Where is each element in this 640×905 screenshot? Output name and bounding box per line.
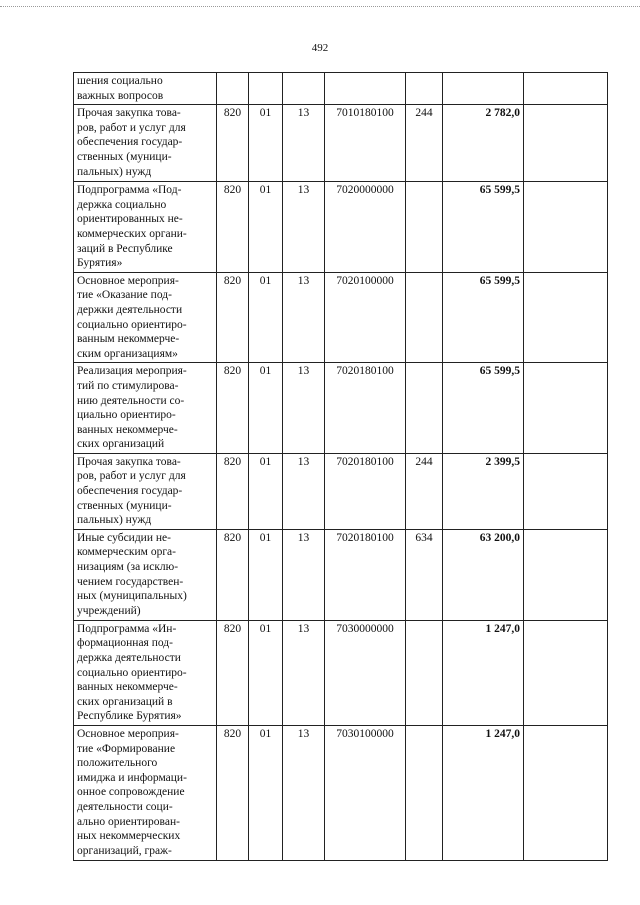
vr-cell: 634 (406, 529, 443, 620)
amount-cell: 65 599,5 (443, 363, 524, 454)
amount-cell (443, 73, 524, 105)
row-name: Основное мероприя- тие «Оказание под- держки деятельности социально ориентиро- ванным некоммерче- ским организациям» (74, 272, 217, 363)
amount-cell: 2 782,0 (443, 105, 524, 182)
table-row (74, 529, 608, 620)
amount-cell: 65 599,5 (443, 272, 524, 363)
extra-cell (524, 620, 608, 725)
ved-cell: 820 (217, 453, 249, 529)
rz-cell (249, 73, 283, 105)
rz-cell: 01 (249, 363, 283, 454)
table-row (74, 363, 608, 454)
extra-cell (524, 73, 608, 105)
amount-cell: 63 200,0 (443, 529, 524, 620)
pr-cell: 13 (283, 105, 325, 182)
row-name: Подпрограмма «Под- держка социально ориентированных не- коммерческих органи- заций в Республике Бурятия» (74, 182, 217, 273)
extra-cell (524, 726, 608, 861)
row-name: Иные субсидии не- коммерческим орга- низациям (за исклю- чением государствен- ных (муниципальных) учреждений) (74, 529, 217, 620)
table-row (74, 453, 608, 529)
pr-cell (283, 73, 325, 105)
rz-cell: 01 (249, 182, 283, 273)
csr-cell: 7020180100 (325, 529, 406, 620)
row-name: Основное мероприя- тие «Формирование положительного имиджа и информаци- онное сопровождение деятельности соци- ально ориентирован- ных некоммерческих организаций, граж- (74, 726, 217, 861)
vr-cell (406, 363, 443, 454)
extra-cell (524, 105, 608, 182)
vr-cell (406, 272, 443, 363)
pr-cell: 13 (283, 529, 325, 620)
csr-cell (325, 73, 406, 105)
ved-cell: 820 (217, 620, 249, 725)
amount-cell: 65 599,5 (443, 182, 524, 273)
rz-cell: 01 (249, 453, 283, 529)
pr-cell: 13 (283, 453, 325, 529)
extra-cell (524, 182, 608, 273)
table-row (74, 620, 608, 725)
csr-cell: 7010180100 (325, 105, 406, 182)
table-row (74, 182, 608, 273)
ved-cell: 820 (217, 182, 249, 273)
page-number: 492 (311, 42, 329, 54)
extra-cell (524, 529, 608, 620)
row-name: Реализация мероприя- тий по стимулирова- нию деятельности со- циально ориентиро- ванных некоммерче- ских организаций (74, 363, 217, 454)
rz-cell: 01 (249, 272, 283, 363)
top-edge-rule (0, 6, 640, 7)
csr-cell: 7020180100 (325, 453, 406, 529)
pr-cell: 13 (283, 726, 325, 861)
ved-cell: 820 (217, 726, 249, 861)
csr-cell: 7020000000 (325, 182, 406, 273)
vr-cell: 244 (406, 105, 443, 182)
vr-cell (406, 620, 443, 725)
row-name: шения социально важных вопросов (74, 73, 217, 105)
row-name: Прочая закупка това- ров, работ и услуг для обеспечения государ- ственных (муници- пальных) нужд (74, 453, 217, 529)
pr-cell: 13 (283, 182, 325, 273)
table-row (74, 726, 608, 861)
csr-cell: 7020100000 (325, 272, 406, 363)
rz-cell: 01 (249, 620, 283, 725)
amount-cell: 2 399,5 (443, 453, 524, 529)
table-row (74, 105, 608, 182)
amount-cell: 1 247,0 (443, 726, 524, 861)
ved-cell: 820 (217, 529, 249, 620)
ved-cell: 820 (217, 272, 249, 363)
vr-cell (406, 726, 443, 861)
extra-cell (524, 453, 608, 529)
rz-cell: 01 (249, 105, 283, 182)
ved-cell: 820 (217, 105, 249, 182)
csr-cell: 7030100000 (325, 726, 406, 861)
ved-cell: 820 (217, 363, 249, 454)
row-name: Подпрограмма «Ин- формационная под- держка деятельности социально ориентиро- ванных некоммерче- ских организаций в Республике Бурятия» (74, 620, 217, 725)
ved-cell (217, 73, 249, 105)
extra-cell (524, 363, 608, 454)
amount-cell: 1 247,0 (443, 620, 524, 725)
csr-cell: 7020180100 (325, 363, 406, 454)
pr-cell: 13 (283, 272, 325, 363)
vr-cell: 244 (406, 453, 443, 529)
pr-cell: 13 (283, 620, 325, 725)
rz-cell: 01 (249, 529, 283, 620)
pr-cell: 13 (283, 363, 325, 454)
table-row (74, 272, 608, 363)
csr-cell: 7030000000 (325, 620, 406, 725)
vr-cell (406, 182, 443, 273)
rz-cell: 01 (249, 726, 283, 861)
table-row (74, 73, 608, 105)
extra-cell (524, 272, 608, 363)
budget-table (73, 72, 608, 861)
row-name: Прочая закупка това- ров, работ и услуг для обеспечения государ- ственных (муници- пальных) нужд (74, 105, 217, 182)
vr-cell (406, 73, 443, 105)
